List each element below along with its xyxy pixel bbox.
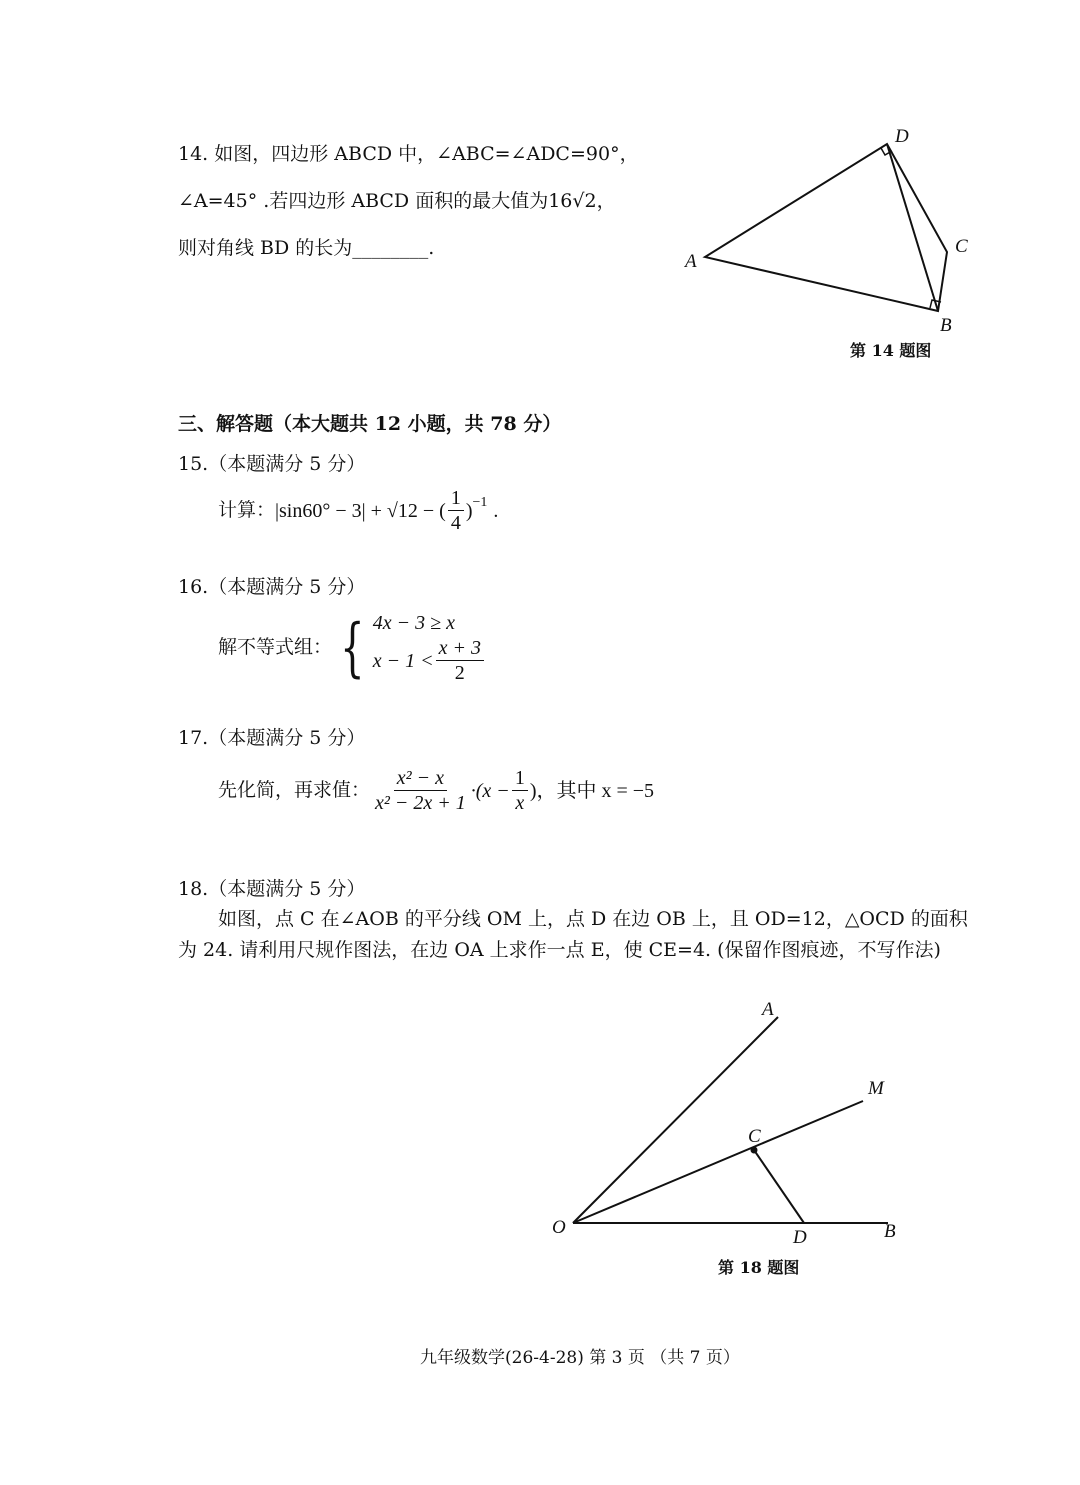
q16-header: 16.（本题满分 5 分） — [178, 576, 366, 598]
page-footer: 九年级数学(26-4-28) 第 3 页 （共 7 页） — [420, 1348, 740, 1368]
label-o: O — [552, 1217, 566, 1238]
q17-close: )，其中 x = −5 — [529, 779, 655, 802]
q16-system — [218, 610, 486, 685]
q16-ineq2-left: x − 1 < — [372, 649, 434, 672]
section-heading: 三、解答题（本大题共 12 小题，共 78 分） — [178, 413, 562, 435]
q15-end: . — [493, 499, 499, 522]
q15-expr-part2: ) — [465, 499, 473, 522]
q14-figure-caption: 第 14 题图 — [850, 341, 932, 360]
q17-mid: ·(x − — [470, 779, 510, 802]
q16-inequalities — [373, 610, 486, 685]
q17-frac1-den: x² − 2x + 1 — [375, 792, 466, 814]
q17-frac2-num: 1 — [512, 766, 528, 791]
q17-prefix: 先化简，再求值： — [218, 779, 371, 802]
q16-ineq2-den: 2 — [454, 662, 465, 684]
q15-frac-den: 4 — [450, 512, 461, 534]
q14-line3: 则对角线 BD 的长为________. — [178, 237, 435, 259]
q16-ineq2-fraction — [436, 636, 484, 685]
label-m: M — [868, 1078, 884, 1099]
q17-expression — [218, 766, 654, 815]
q18-figure-caption: 第 18 题图 — [718, 1258, 800, 1277]
q15-exponent: −1 — [472, 495, 488, 510]
left-brace-icon: { — [340, 610, 365, 685]
q18-header: 18.（本题满分 5 分） — [178, 878, 366, 900]
q18-line2: 为 24. 请利用尺规作图法，在边 OA 上求作一点 E，使 CE=4. (保留作图痕迹，不写作法) — [178, 939, 941, 961]
segment-cd — [754, 1150, 804, 1223]
q15-expr-part1: |sin60° − 3| + √12 − ( — [275, 499, 446, 522]
diagonal-bd — [887, 144, 938, 311]
ray-om — [573, 1101, 863, 1223]
q17-frac1-num: x² − x — [394, 766, 447, 791]
ray-oa — [573, 1017, 778, 1223]
q15-prefix: 计算： — [218, 499, 276, 522]
q18-line1: 如图，点 C 在∠AOB 的平分线 OM 上，点 D 在边 OB 上，且 OD=12，△OCD 的面积 — [218, 908, 968, 930]
label-c-18: C — [748, 1126, 761, 1147]
label-d-18: D — [793, 1227, 807, 1248]
quadrilateral-abcd — [705, 144, 947, 311]
q15-header: 15.（本题满分 5 分） — [178, 453, 366, 475]
q15-fraction — [448, 486, 464, 535]
q14-line2: ∠A=45° .若四边形 ABCD 面积的最大值为16√2， — [178, 190, 616, 212]
label-a-18: A — [762, 999, 774, 1020]
q16-prefix: 解不等式组： — [218, 636, 333, 659]
q16-ineq2 — [373, 636, 486, 685]
q17-header: 17.（本题满分 5 分） — [178, 727, 366, 749]
q17-fraction1 — [372, 766, 469, 815]
label-a: A — [685, 251, 697, 272]
q18-figure — [540, 990, 920, 1250]
q16-ineq1: 4x − 3 ≥ x — [372, 612, 455, 634]
q17-fraction2 — [512, 766, 528, 815]
q15-frac-num: 1 — [448, 486, 464, 511]
q14-line1: 14. 如图，四边形 ABCD 中，∠ABC=∠ADC=90°， — [178, 143, 639, 165]
label-c: C — [955, 236, 968, 257]
label-b-18: B — [884, 1221, 896, 1242]
label-b: B — [940, 315, 952, 336]
q15-expression — [218, 486, 498, 535]
q17-frac2-den: x — [515, 792, 525, 814]
point-c — [751, 1147, 758, 1154]
q14-figure — [660, 115, 1000, 345]
label-d: D — [895, 126, 909, 147]
q16-ineq2-num: x + 3 — [436, 636, 484, 661]
